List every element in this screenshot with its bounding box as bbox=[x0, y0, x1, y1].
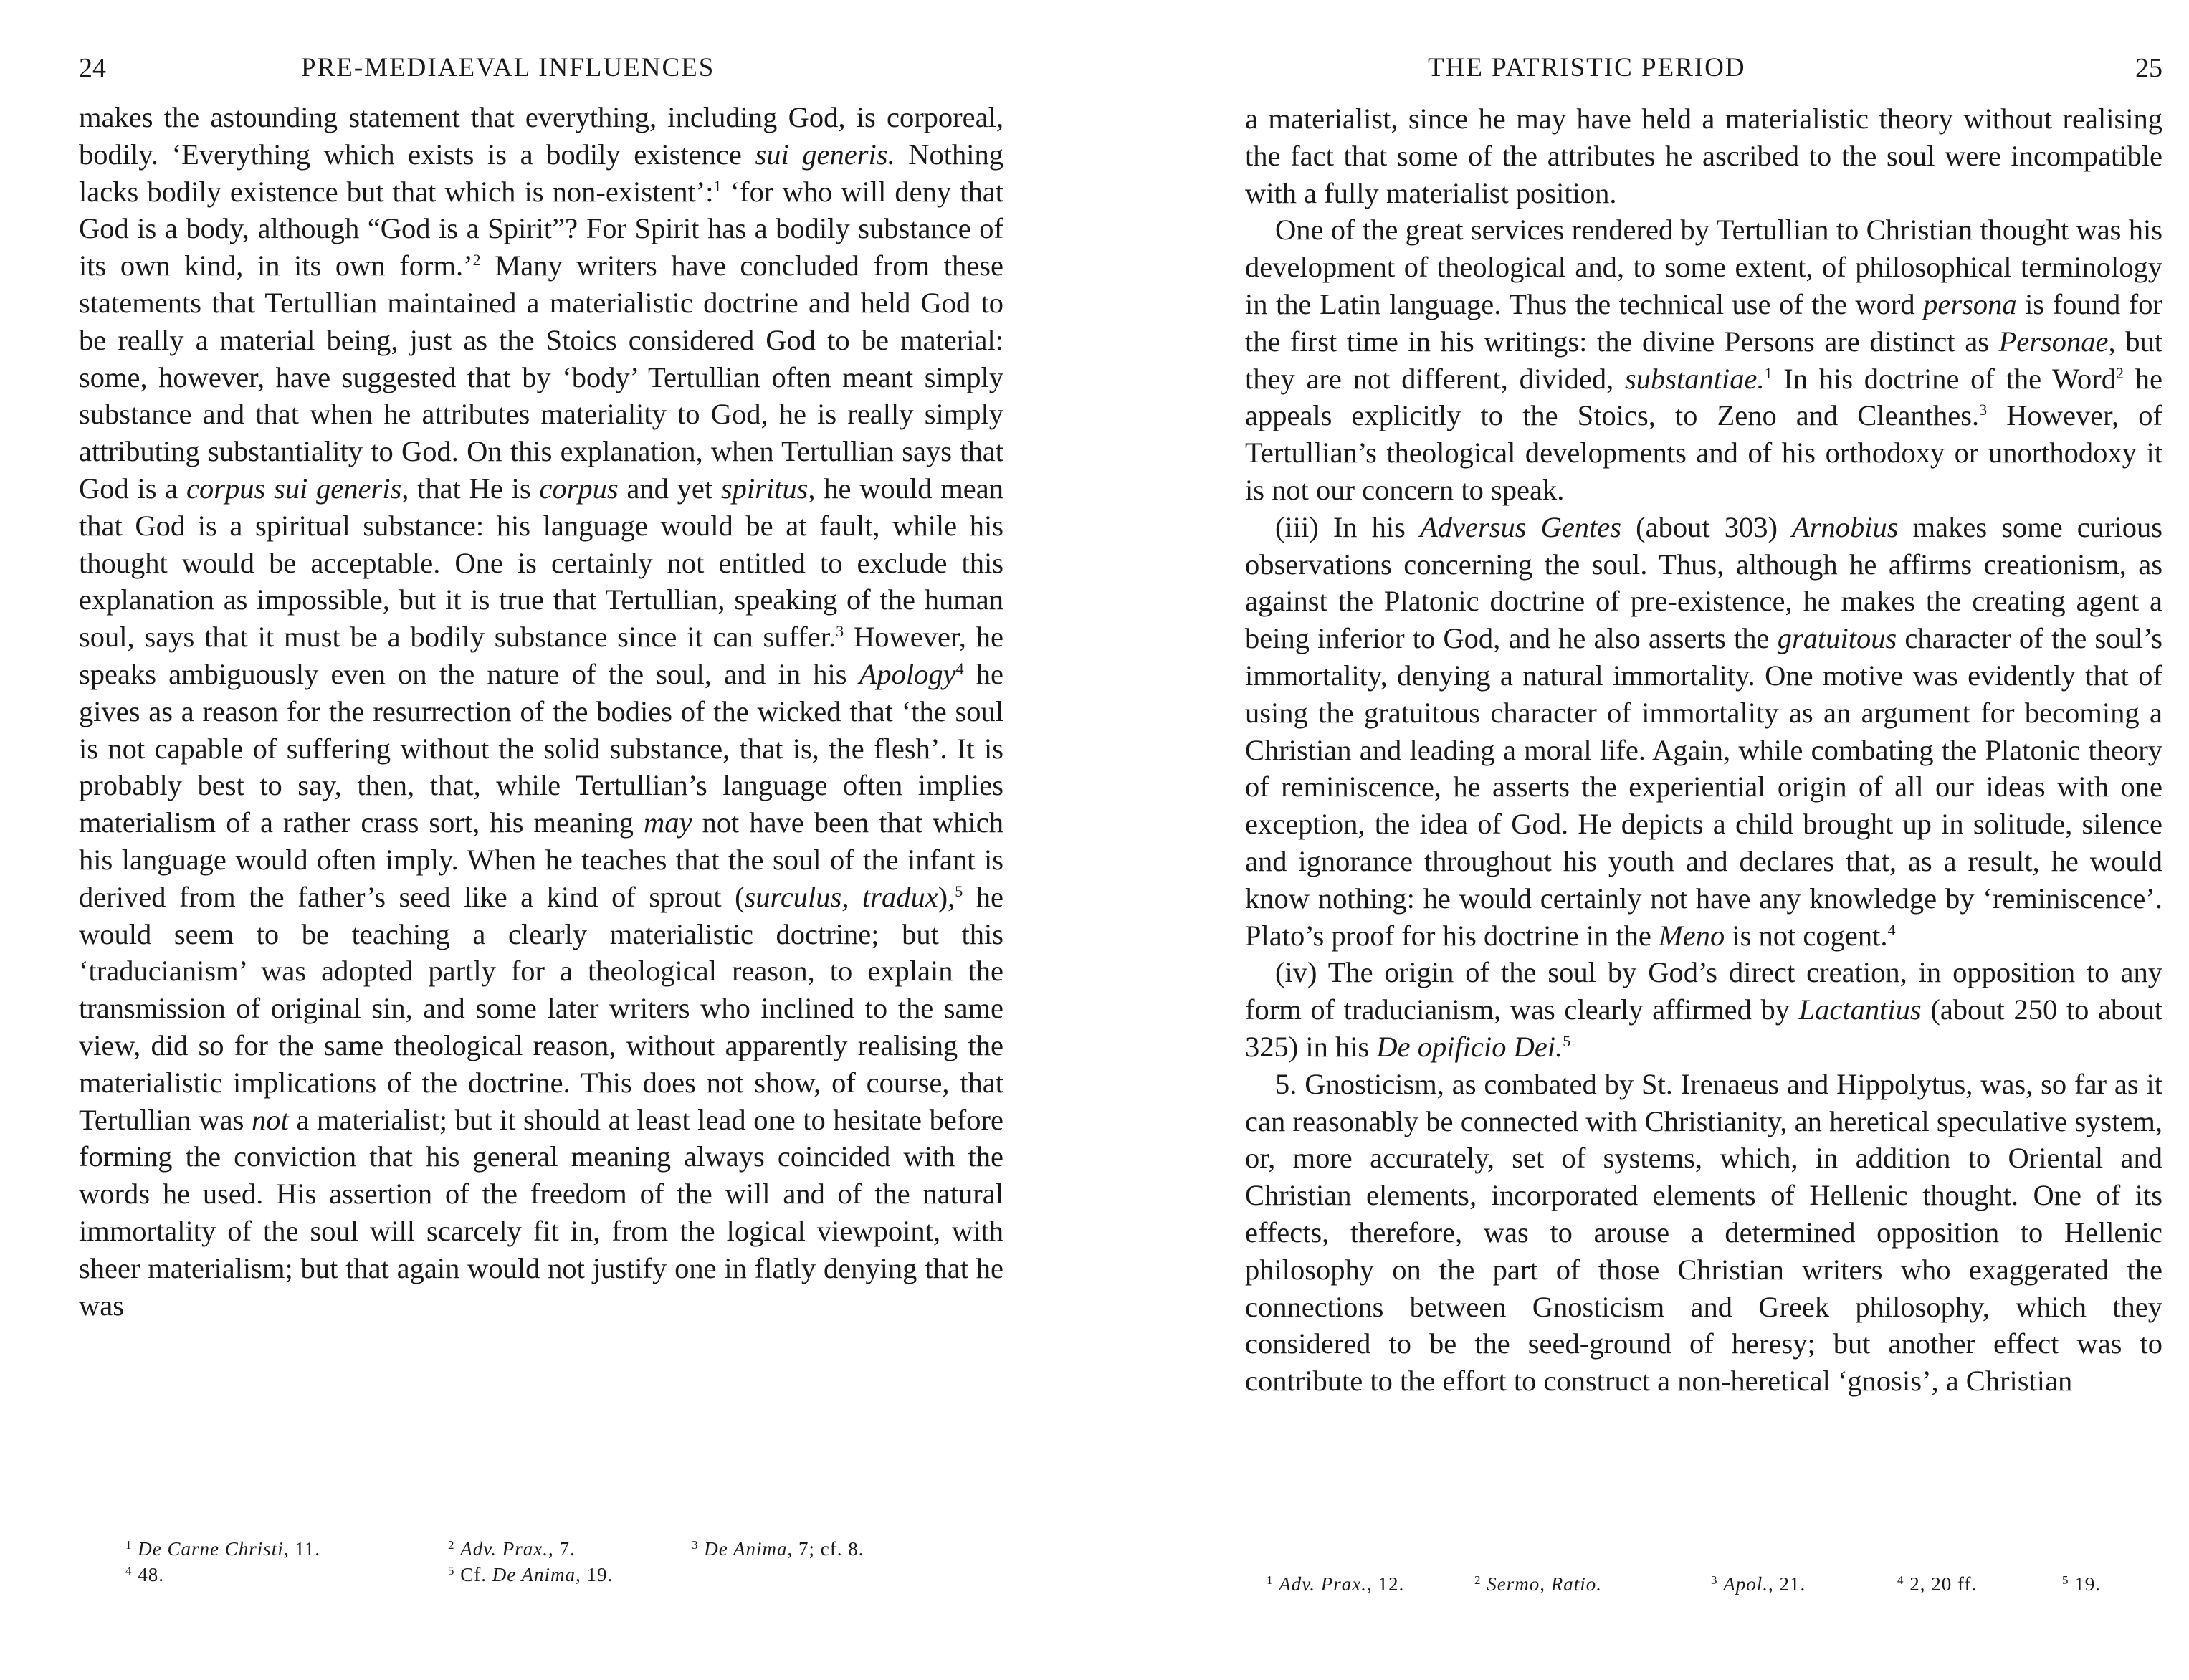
running-head-title: PRE-MEDIAEVAL INFLUENCES bbox=[301, 53, 715, 82]
footnote-ref: 1 bbox=[713, 176, 722, 195]
footnote-ref: 5 bbox=[955, 882, 963, 900]
footnote-ref: 4 bbox=[955, 659, 964, 677]
footnote-ref: 4 bbox=[1887, 920, 1896, 939]
right-running-header bbox=[1245, 50, 2162, 86]
paragraph: (iv) The origin of the soul by God’s direct creation, in opposition to any form of traducianism, was clearly affirmed by Lactantius (about 250 to about 325) in his De opificio Dei.$^5$ bbox=[1245, 956, 2162, 1063]
footnote: $^1$ De Carne Christi, 11. bbox=[125, 1538, 321, 1560]
footnote: $^4$ 2, 20 ff. bbox=[1897, 1573, 1978, 1595]
footnote-ref: 3 bbox=[836, 622, 844, 641]
paragraph: a materialist, since he may have held a materialistic theory without realising the fact that some of the attributes he ascribed to the soul were incompatible with a fully materialist position. bbox=[1245, 102, 2162, 209]
footnote: $^2$ Adv. Prax., 7. bbox=[448, 1538, 576, 1560]
running-head-title: THE PATRISTIC PERIOD bbox=[1428, 53, 1746, 82]
right-footnotes bbox=[1267, 1571, 2155, 1600]
footnote: $^1$ Adv. Prax., 12. bbox=[1267, 1573, 1405, 1595]
paragraph: (iii) In his Adversus Gentes (about 303) Arnobius makes some curious observations concerning the soul. Thus, although he affirms creationism, as against the Platonic doctrine of pre-existence, he makes the creating agent a being inferior to God, and he also asserts the gratuitous character of the soul’s immortality, denying a natural immortality. One motive was evidently that of using the gratuitous character of immortality as an argument for becoming a Christian and leading a moral life. Again, while combating the Platonic theory of reminiscence, he asserts the experiential origin of all our ideas with one exception, the idea of God. He depicts a child brought up in solitude, silence and ignorance throughout his youth and declares that, as a result, he would know nothing: he would certainly not have any knowledge by ‘reminiscence’. Plato’s proof for his doctrine in the Meno is not cogent.$^4$ bbox=[1245, 510, 2163, 952]
footnote: $^3$ Apol., 21. bbox=[1711, 1573, 1806, 1595]
right-body-text bbox=[1245, 100, 2162, 1400]
left-running-header bbox=[79, 50, 1003, 86]
footnote-ref: 5 bbox=[1563, 1031, 1571, 1050]
footnote: $^5$ Cf. De Anima, 19. bbox=[448, 1564, 614, 1585]
page-number: 25 bbox=[2135, 53, 2162, 83]
footnote: $^4$ 48. bbox=[125, 1564, 164, 1585]
footnote-ref: 1 bbox=[1764, 363, 1773, 382]
paragraph: makes the astounding statement that everything, including God, is corporeal, bodily. ‘Everything which exists is a bodily existence sui generis. Nothing lacks bodily existence but that which is non-existent’:$^1$ ‘for who will deny that God is a body, although “God is a Spirit”? For Spirit has a bodily substance of its own kind, in its own form.’$^2$ Many writers have concluded from these statements that Tertullian maintained a materialistic doctrine and held God to be really a material being, just as the Stoics considered God to be material: some, however, have suggested that by ‘body’ Tertullian often meant simply substance and that when he attributes materiality to God, he is really simply attributing substantiality to God. On this explanation, when Tertullian says that God is a corpus sui generis, that He is corpus and yet spiritus, he would mean that God is a spiritual substance: his language would be at fault, while his thought would be acceptable. One is certainly not entitled to exclude this explanation as impossible, but it is true that Tertullian, speaking of the human soul, says that it must be a bodily substance since it can suffer.$^3$ However, he speaks ambiguously even on the nature of the soul, and in his Apology$^4$ he gives as a reason for the resurrection of the bodies of the wicked that ‘the soul is not capable of suffering without the solid substance, that is, the flesh’. It is probably best to say, then, that, while Tertullian’s language often implies materialism of a rather crass sort, his meaning may not have been that which his language would often imply. When he teaches that the soul of the infant is derived from the father’s seed like a kind of sprout (surculus, tradux),$^5$ he would seem to be teaching a clearly materialistic doctrine; but this ‘traducianism’ was adopted partly for a theological reason, to explain the transmission of original sin, and some later writers who inclined to the same view, did so for the same theological reason, without apparently realising the materialistic implications of the doctrine. This does not show, of course, that Tertullian was not a materialist; but it should at least lead one to hesitate before forming the conviction that his general meaning always coincided with the words he used. His assertion of the freedom of the will and of the natural immortality of the soul will scarcely fit in, from the logical viewpoint, with sheer materialism; but that again would not justify one in flatly denying that he was bbox=[79, 101, 1004, 1322]
footnote-ref: 2 bbox=[472, 251, 481, 269]
footnote-ref: 2 bbox=[2116, 363, 2124, 382]
right-page bbox=[1094, 0, 2189, 1680]
footnote: $^3$ De Anima, 7; cf. 8. bbox=[692, 1538, 864, 1560]
left-body-text bbox=[79, 99, 1003, 1324]
left-footnotes bbox=[125, 1536, 986, 1593]
left-page bbox=[0, 0, 1094, 1680]
footnote: $^5$ 19. bbox=[2062, 1573, 2101, 1595]
page-number: 24 bbox=[79, 53, 106, 83]
paragraph: One of the great services rendered by Tertullian to Christian thought was his development of theological and, to some extent, of philosophical terminology in the Latin language. Thus the technical use of the word persona is found for the first time in his writings: the divine Persons are distinct as Personae, but they are not different, divided, substantiae.$^1$ In his doctrine of the Word$^2$ he appeals explicitly to the Stoics, to Zeno and Cleanthes.$^3$ However, of Tertullian’s theological developments and of his orthodoxy or unorthodoxy it is not our concern to speak. bbox=[1245, 214, 2162, 506]
paragraph: 5. Gnosticism, as combated by St. Irenaeus and Hippolytus, was, so far as it can reasonably be connected with Christianity, an heretical speculative system, or, more accurately, set of systems, which, in addition to Oriental and Christian elements, incorporated elements of Hellenic thought. One of its effects, therefore, was to arouse a determined opposition to Hellenic philosophy on the part of those Christian writers who exaggerated the connections between Gnosticism and Greek philosophy, which they considered to be the seed-ground of heresy; but another effect was to contribute to the effort to construct a non-heretical ‘gnosis’, a Christian bbox=[1245, 1067, 2162, 1398]
footnote-ref: 3 bbox=[1979, 401, 1988, 419]
footnote: $^2$ Sermo, Ratio. bbox=[1474, 1573, 1602, 1595]
